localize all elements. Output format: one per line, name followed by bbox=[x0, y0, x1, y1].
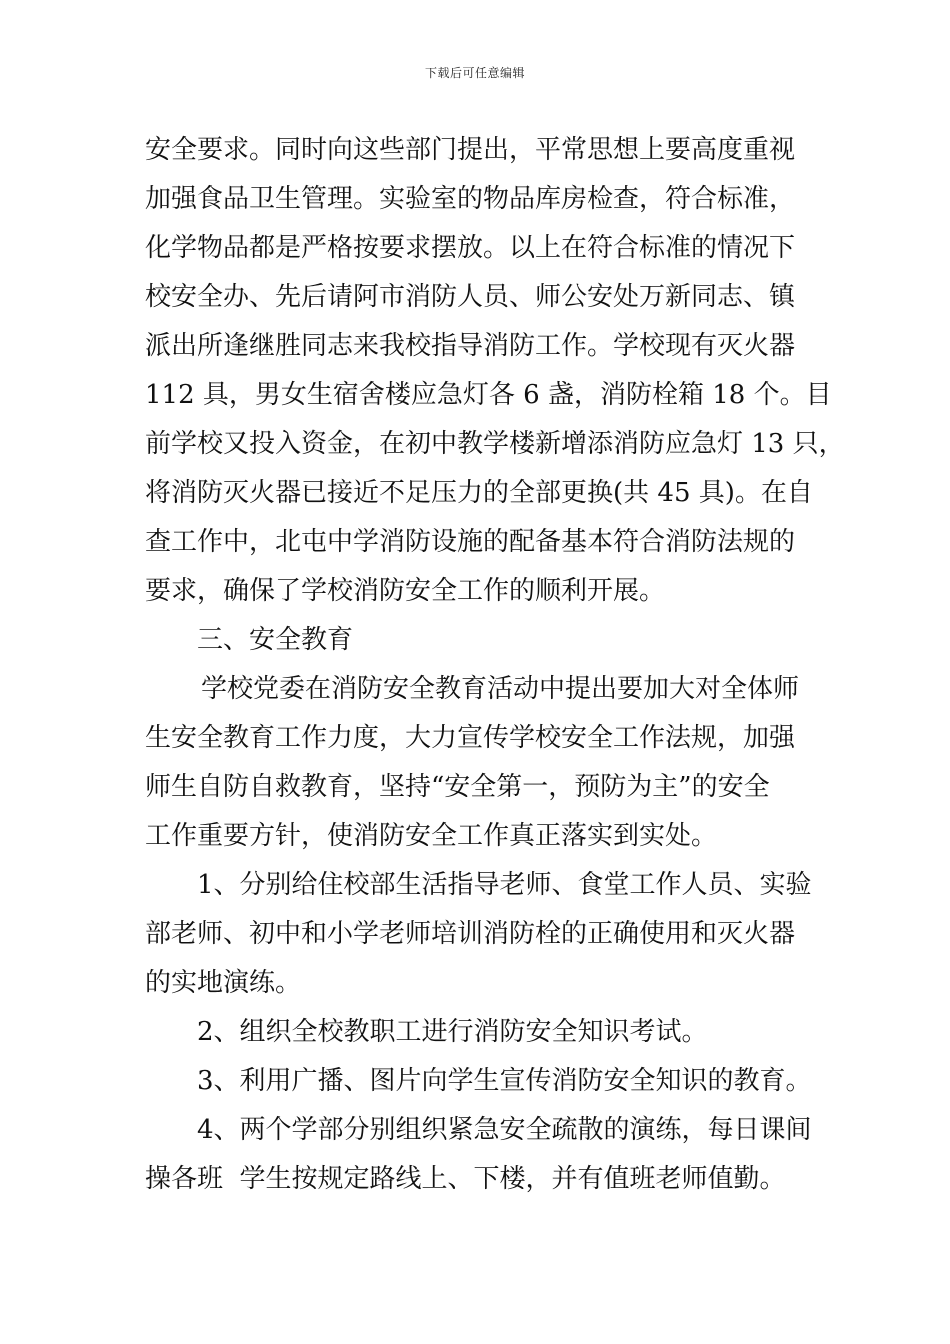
text-line: 安全要求。同时向这些部门提出，平常思想上要高度重视 bbox=[145, 135, 796, 165]
list-item: 2、组织全校教职工进行消防安全知识考试。 bbox=[197, 1017, 708, 1047]
text-line: 要求，确保了学校消防安全工作的顺利开展。 bbox=[145, 576, 666, 606]
text-line: 将消防灭火器已接近不足压力的全部更换(共 45 具)。在自 bbox=[145, 478, 813, 508]
text-line: 化学物品都是严格按要求摆放。以上在符合标准的情况下 bbox=[145, 233, 796, 263]
text-line: 校安全办、先后请阿市消防人员、师公安处万新同志、镇 bbox=[145, 282, 796, 312]
text-line: 工作重要方针，使消防安全工作真正落实到实处。 bbox=[145, 821, 718, 851]
text-line: 学校党委在消防安全教育活动中提出要加大对全体师 bbox=[201, 674, 800, 704]
text-line: 部老师、初中和小学老师培训消防栓的正确使用和灭火器 bbox=[145, 919, 796, 949]
text-line: 112 具，男女生宿舍楼应急灯各 6 盏，消防栓箱 18 个。目 bbox=[145, 380, 832, 410]
list-item: 1、分别给住校部生活指导老师、食堂工作人员、实验 bbox=[197, 870, 812, 900]
text-line: 操各班 学生按规定路线上、下楼，并有值班老师值勤。 bbox=[145, 1164, 786, 1194]
text-line: 查工作中，北屯中学消防设施的配备基本符合消防法规的 bbox=[145, 527, 796, 557]
text-line: 的实地演练。 bbox=[145, 968, 302, 998]
text-line: 师生自防自救教育，坚持“安全第一，预防为主”的安全 bbox=[145, 772, 770, 802]
page-header-note: 下载后可任意编辑 bbox=[424, 66, 525, 80]
section-heading: 三、安全教育 bbox=[197, 625, 354, 655]
list-item: 3、利用广播、图片向学生宣传消防安全知识的教育。 bbox=[197, 1066, 812, 1096]
text-line: 生安全教育工作力度，大力宣传学校安全工作法规，加强 bbox=[145, 723, 796, 753]
text-line: 加强食品卫生管理。实验室的物品库房检查，符合标准， bbox=[145, 184, 796, 214]
document-body bbox=[145, 126, 845, 1204]
list-item: 4、两个学部分别组织紧急安全疏散的演练，每日课间 bbox=[197, 1115, 812, 1145]
text-line: 前学校又投入资金，在初中教学楼新增添消防应急灯 13 只， bbox=[145, 429, 845, 459]
text-line: 派出所逢继胜同志来我校指导消防工作。学校现有灭火器 bbox=[145, 331, 796, 361]
